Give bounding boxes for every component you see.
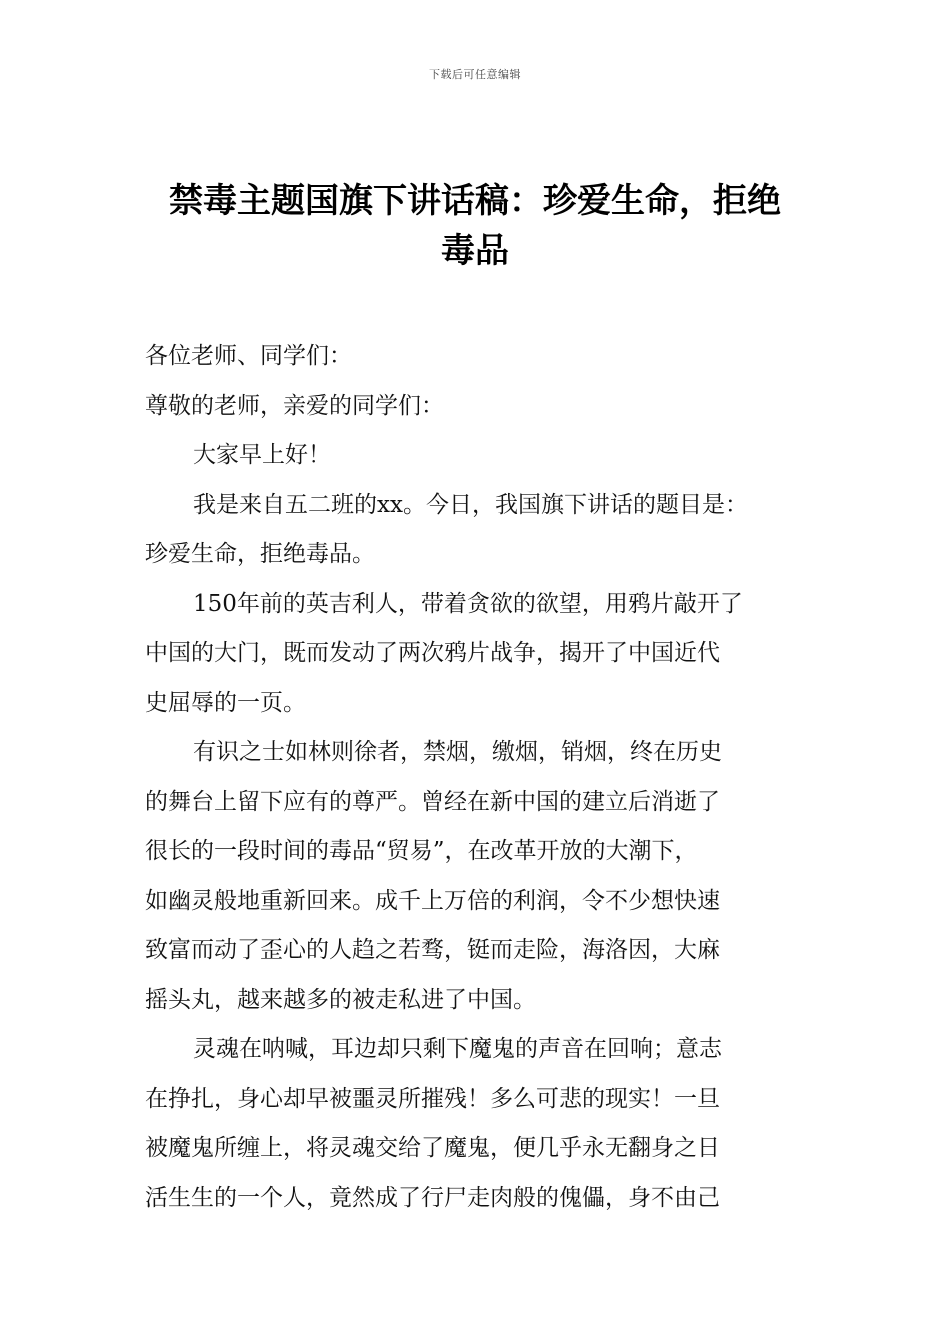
paragraph-line: 大家早上好！: [193, 442, 331, 468]
document-body: [145, 332, 825, 1223]
paragraph-line: 致富而动了歪心的人趋之若骛，铤而走险，海洛因，大麻: [145, 937, 720, 963]
paragraph-line: 有识之士如林则徐者，禁烟，缴烟，销烟，终在历史: [193, 739, 722, 765]
paragraph-line: 灵魂在呐喊，耳边却只剩下魔鬼的声音在回响；意志: [193, 1036, 722, 1062]
paragraph-line: 中国的大门，既而发动了两次鸦片战争，揭开了中国近代: [145, 640, 720, 666]
paragraph-line: 很长的一段时间的毒品“贸易”，在改革开放的大潮下，: [145, 838, 698, 864]
paragraph-line: 珍爱生命，拒绝毒品。: [145, 541, 375, 567]
page-header-note: 下载后可任意编辑: [429, 68, 521, 81]
document-title-line-1: 禁毒主题国旗下讲话稿：珍爱生命，拒绝: [169, 181, 781, 221]
paragraph-line: 活生生的一个人，竟然成了行尸走肉般的傀儡，身不由己: [145, 1184, 720, 1211]
paragraph-line: 在挣扎，身心却早被噩灵所摧残！多么可悲的现实！一旦: [145, 1085, 720, 1112]
greeting-line: 各位老师、同学们：: [145, 343, 352, 369]
document-title-line-2: 毒品: [441, 231, 509, 271]
paragraph-line: 摇头丸，越来越多的被走私进了中国。: [145, 986, 536, 1013]
salutation-line: 尊敬的老师，亲爱的同学们：: [145, 392, 444, 419]
paragraph-line: 的舞台上留下应有的尊严。曾经在新中国的建立后消逝了: [145, 788, 720, 815]
paragraph-line: 150年前的英吉利人，带着贪欲的欲望，用鸦片敲开了: [193, 590, 743, 617]
paragraph-line: 如幽灵般地重新回来。成千上万倍的利润，令不少想快速: [145, 887, 720, 914]
paragraph-line: 被魔鬼所缠上，将灵魂交给了魔鬼，便几乎永无翻身之日: [145, 1135, 720, 1161]
document-title: [150, 176, 800, 276]
paragraph-line: 史屈辱的一页。: [145, 689, 306, 716]
paragraph-line: 我是来自五二班的xx。今日，我国旗下讲话的题目是：: [193, 491, 748, 518]
